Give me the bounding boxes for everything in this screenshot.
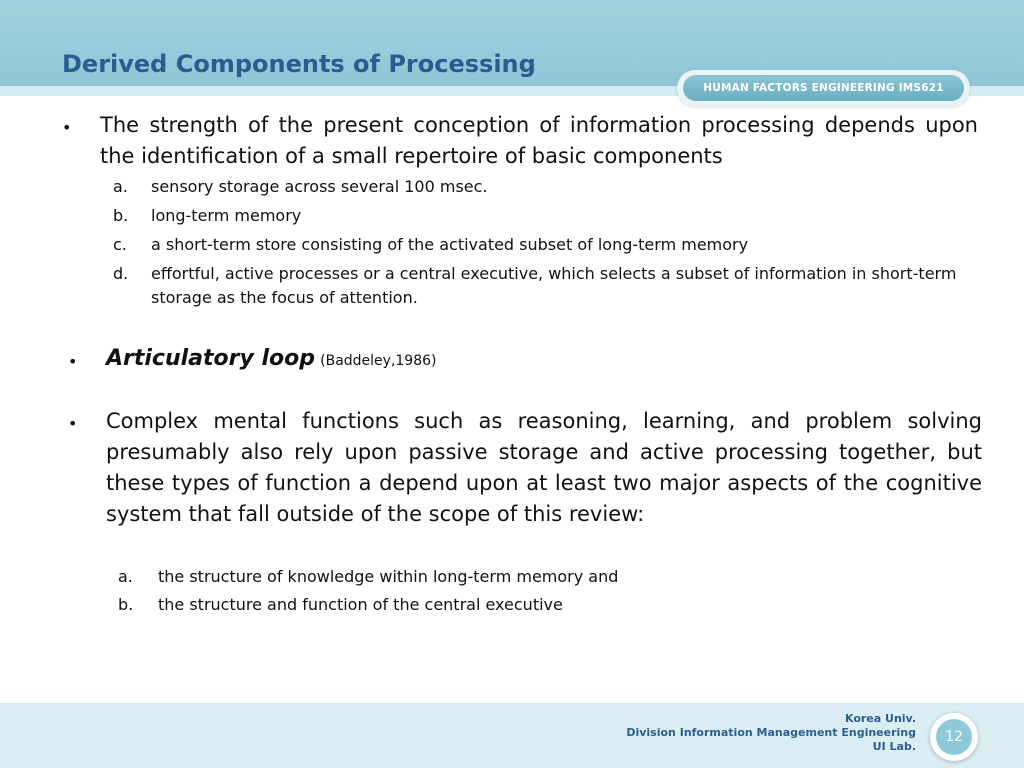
list-item-marker: d. (113, 264, 129, 283)
list-item (118, 565, 968, 589)
list-item-marker: a. (118, 567, 133, 586)
list-item (113, 233, 963, 257)
list-item-marker: c. (113, 235, 127, 254)
list-item-marker: a. (113, 177, 128, 196)
footer-lab: UI Lab. (872, 740, 916, 753)
page-number: 12 (945, 729, 963, 745)
footer-university: Korea Univ. (844, 712, 916, 725)
bullet-3-marker: • (68, 414, 78, 433)
list-item-text: long-term memory (151, 206, 302, 225)
articulatory-loop-term: Articulatory loop (106, 346, 316, 371)
articulatory-loop-line (106, 346, 437, 371)
bullet-1-text: The strength of the present conception of information processing depends upon the identification of a small repertoire of basic components (100, 113, 978, 168)
bullet-3-sublist (118, 565, 968, 617)
bullet-1-marker: • (62, 118, 72, 137)
list-item (113, 262, 963, 310)
bullet-1-sublist (113, 175, 963, 310)
list-item-text: effortful, active processes or a central executive, which selects a subset of information in short-term storage as the focus of attention. (151, 264, 957, 307)
course-label: HUMAN FACTORS ENGINEERING IMS621 (703, 82, 944, 94)
list-item (113, 204, 963, 228)
list-item-marker: b. (113, 206, 129, 225)
slide-title: Derived Components of Processing (62, 50, 536, 78)
page-number-circle (936, 719, 972, 755)
list-item-marker: b. (118, 595, 134, 614)
bullet-2-marker: • (68, 352, 78, 371)
bullet-3-text: Complex mental functions such as reasoning, learning, and problem solving presumably also rely upon passive storage and active processing together, but these types of function a depend upon at least two major aspects of the cognitive system that fall outside of the scope of this review: (106, 409, 982, 526)
list-item-text: the structure of knowledge within long-term memory and (158, 567, 619, 586)
list-item-text: the structure and function of the central executive (158, 595, 563, 614)
list-item-text: sensory storage across several 100 msec. (151, 177, 488, 196)
list-item-text: a short-term store consisting of the activated subset of long-term memory (151, 235, 749, 254)
page-number-badge (930, 713, 978, 761)
footer-organization (626, 712, 916, 754)
articulatory-loop-citation: (Baddeley,1986) (320, 353, 437, 369)
list-item (113, 175, 963, 199)
footer-division: Division Information Management Engineering (626, 726, 916, 739)
list-item (118, 593, 968, 617)
